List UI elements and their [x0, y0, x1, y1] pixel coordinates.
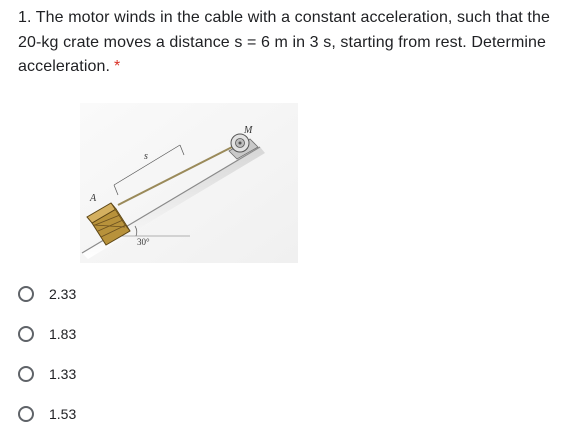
answer-options — [18, 274, 76, 434]
angle-label: 30° — [137, 237, 150, 247]
motor-label: M — [244, 125, 253, 136]
question-figure — [80, 103, 298, 263]
crate-label: A — [90, 193, 97, 204]
option-label: 1.83 — [49, 326, 77, 342]
required-asterisk: * — [114, 58, 121, 75]
radio-button[interactable] — [18, 326, 34, 342]
question-text: 1. The motor winds in the cable with a constant acceleration, such that the 20-kg crate moves a distance s = 6 m in 3 s, starting from rest. Determine acceleration. — [18, 9, 550, 75]
option-label: 1.33 — [49, 366, 77, 382]
option-label: 1.53 — [49, 406, 77, 422]
radio-button[interactable] — [18, 286, 34, 302]
option-4[interactable] — [18, 394, 76, 434]
option-3[interactable] — [18, 354, 76, 394]
radio-button[interactable] — [18, 406, 34, 422]
distance-label: s — [144, 151, 148, 162]
option-1[interactable] — [18, 274, 76, 314]
incline-diagram — [80, 103, 298, 263]
option-2[interactable] — [18, 314, 76, 354]
radio-button[interactable] — [18, 366, 34, 382]
question-title — [18, 6, 558, 80]
option-label: 2.33 — [49, 286, 77, 302]
